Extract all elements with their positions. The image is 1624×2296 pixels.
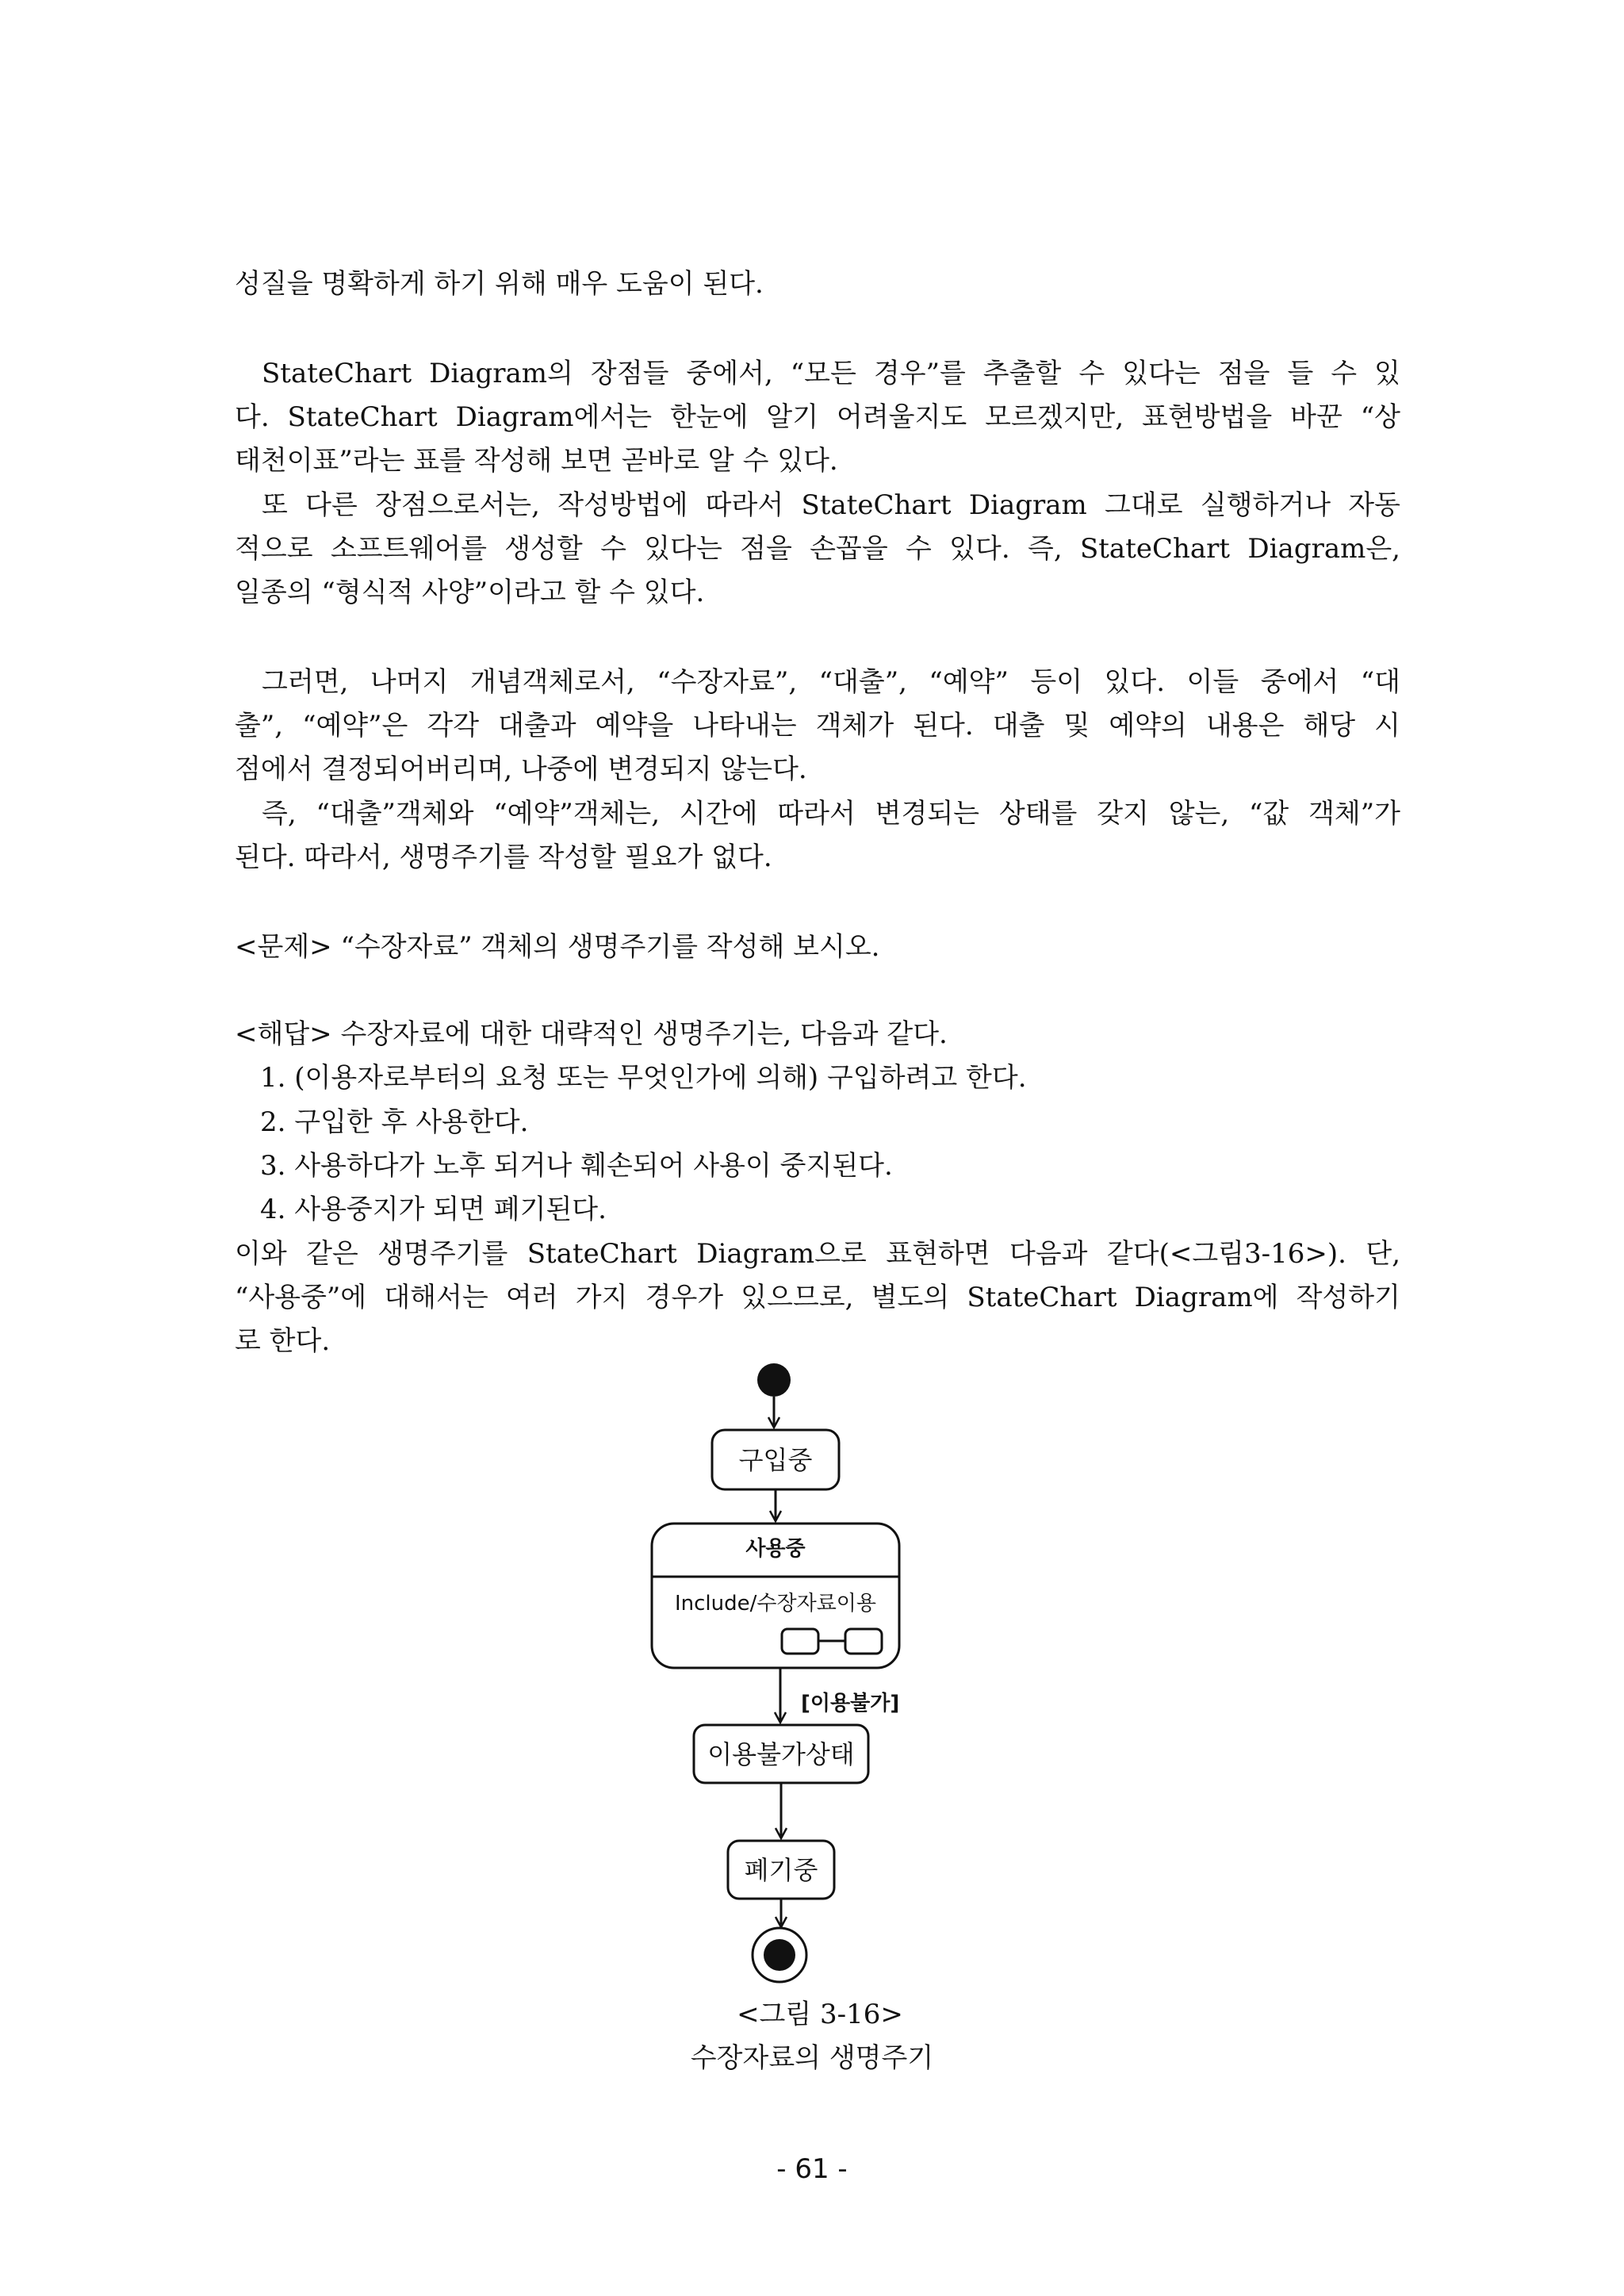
state-unavailable-label: 이용불가상태 [707,1739,855,1769]
body-line: 이와 같은 생명주기를 StateChart Diagram으로 표현하면 다음과 같다(<그림3-16>). 단, [235,1238,1400,1270]
guard-label: [이용불가] [801,1692,900,1715]
state-in-use-label: 사용중 [745,1537,806,1561]
answer-step: 3. 사용하다가 노후 되거나 훼손되어 사용이 중지된다. [260,1150,893,1182]
answer-step: 1. (이용자로부터의 요청 또는 무엇인가에 의해) 구입하려고 한다. [260,1062,1027,1094]
body-line: 즉, “대출”객체와 “예약”객체는, 시간에 따라서 변경되는 상태를 갖지 않는, “값 객체”가 [262,798,1400,830]
body-line: 로 한다. [235,1325,331,1357]
page-number: - 61 - [776,2153,848,2185]
body-line: 점에서 결정되어버리며, 나중에 변경되지 않는다. [235,753,807,785]
body-line: 그러면, 나머지 개념객체로서, “수장자료”, “대출”, “예약” 등이 있다. 이들 중에서 “대 [262,666,1400,698]
final-state-node [753,1928,806,1982]
answer-step: 4. 사용중지가 되면 폐기된다. [260,1194,607,1225]
in-use-activity-label: Include/수장자료이용 [674,1592,877,1616]
body-line: 출”, “예약”은 각각 대출과 예약을 나타내는 객체가 된다. 대출 및 예약의 내용은 해당 시 [235,710,1400,742]
state-disposal-label: 폐기중 [744,1855,818,1885]
body-line: 적으로 소프트웨어를 생성할 수 있다는 점을 손꼽을 수 있다. 즉, StateChart Diagram은, [235,533,1400,565]
body-line: StateChart Diagram의 장점들 중에서, “모든 경우”를 추출할 수 있다는 점을 들 수 있 [262,358,1400,389]
body-line: “사용중”에 대해서는 여러 가지 경우가 있으므로, 별도의 StateChart Diagram에 작성하기 [235,1282,1400,1313]
figure-number: <그림 3-16> [737,1999,903,2030]
question-line: <문제> “수장자료” 객체의 생명주기를 작성해 보시오. [235,931,880,963]
body-line: 태천이표”라는 표를 작성해 보면 곧바로 알 수 있다. [235,445,838,477]
body-line: 또 다른 장점으로서는, 작성방법에 따라서 StateChart Diagram 그대로 실행하거나 자동 [262,489,1400,521]
body-line: 성질을 명확하게 하기 위해 매우 도움이 된다. [235,268,764,300]
body-line: 다. StateChart Diagram에서는 한눈에 알기 어려울지도 모르겠지만, 표현방법을 바꾼 “상 [235,401,1400,433]
answer-intro-line: <해답> 수장자료에 대한 대략적인 생명주기는, 다음과 같다. [235,1018,948,1050]
state-purchase-label: 구입중 [738,1445,813,1475]
initial-state-node [757,1363,791,1397]
body-line: 된다. 따라서, 생명주기를 작성할 필요가 없다. [235,841,772,873]
body-line: 일종의 “형식적 사양”이라고 할 수 있다. [235,577,705,608]
answer-step: 2. 구입한 후 사용한다. [260,1106,529,1138]
figure-title: 수장자료의 생명주기 [690,2042,934,2074]
